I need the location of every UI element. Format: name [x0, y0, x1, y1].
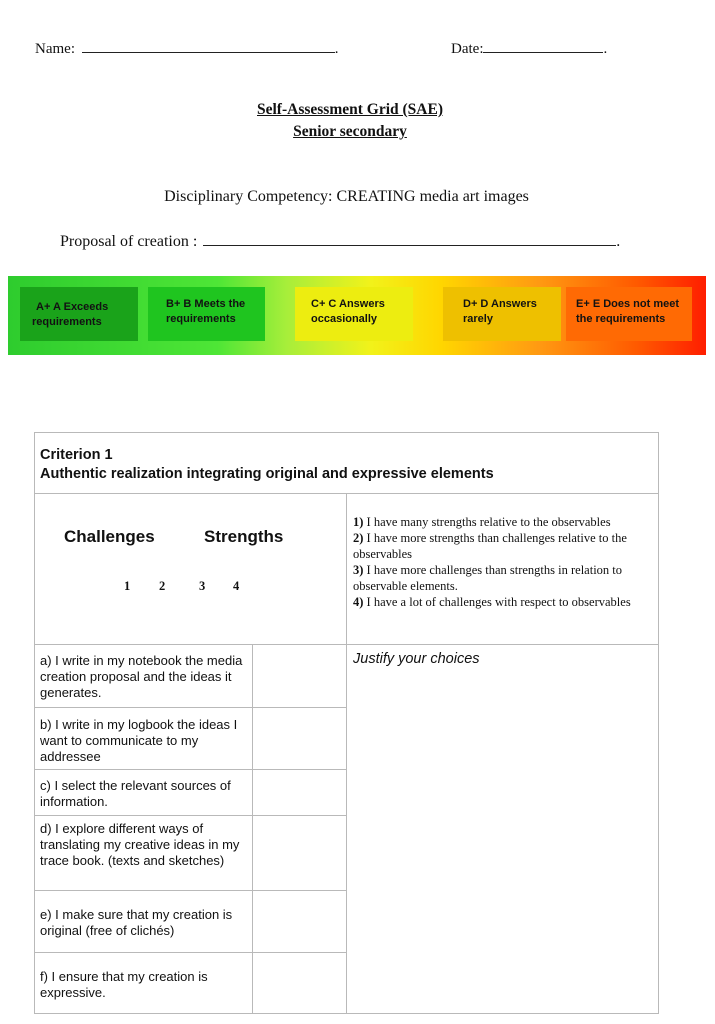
criterion-number: Criterion 1 — [40, 447, 113, 463]
level-b-box — [148, 287, 265, 341]
criterion-header-cell — [34, 432, 659, 494]
item-b-score[interactable] — [252, 707, 347, 770]
name-input-line[interactable] — [82, 38, 335, 53]
observable-4: 4) I have a lot of challenges with respect to observables — [353, 595, 631, 609]
level-b-line2: requirements — [166, 313, 236, 325]
date-field-row — [451, 38, 607, 58]
page-title: Self-Assessment Grid (SAE) — [257, 101, 443, 118]
item-c-score[interactable] — [252, 769, 347, 816]
level-e-box — [566, 287, 692, 341]
level-c-line2: occasionally — [311, 313, 378, 325]
criterion-table — [34, 432, 659, 1014]
item-a-text: a) I write in my notebook the media creation proposal and the ideas it generates. — [34, 644, 253, 708]
date-label: Date: — [451, 41, 484, 57]
level-b-line1: B+ B Meets the — [166, 298, 246, 310]
scale-number-4: 4 — [233, 579, 240, 593]
observable-2: 2) I have more strengths than challenges relative to the observables — [353, 531, 627, 561]
level-e-line2: the requirements — [576, 313, 666, 325]
date-end: . — [603, 41, 608, 57]
proposal-label: Proposal of creation : — [60, 233, 198, 250]
name-label: Name: — [35, 41, 75, 57]
proposal-end: . — [616, 233, 621, 250]
level-c-line1: C+ C Answers — [311, 298, 385, 310]
observable-3: 3) I have more challenges than strengths in relation to observable elements. — [353, 563, 623, 593]
name-end: . — [334, 41, 339, 57]
level-e-line1: E+ E Does not meet — [576, 298, 680, 310]
justify-cell[interactable] — [346, 644, 659, 1014]
item-b-text: b) I write in my logbook the ideas I want to communicate to my addressee — [34, 707, 253, 770]
observables-legend-cell — [346, 493, 659, 645]
proposal-input-line[interactable] — [203, 231, 616, 246]
criterion-title: Authentic realization integrating original and expressive elements — [40, 466, 494, 482]
justify-label: Justify your choices — [353, 651, 480, 667]
scale-cell — [34, 493, 347, 645]
challenges-label: Challenges — [64, 527, 155, 546]
rating-scale-bar — [8, 276, 706, 355]
level-d-line2: rarely — [463, 313, 493, 325]
competency-heading: Disciplinary Competency: CREATING media art images — [164, 188, 529, 205]
date-input-line[interactable] — [483, 38, 603, 53]
scale-number-2: 2 — [159, 579, 166, 593]
level-c-box — [295, 287, 413, 341]
scale-number-1: 1 — [124, 579, 131, 593]
level-a-line2: requirements — [32, 316, 102, 328]
level-d-box — [443, 287, 561, 341]
page-subtitle: Senior secondary — [293, 123, 407, 140]
proposal-row — [60, 231, 620, 251]
item-e-text: e) I make sure that my creation is original (free of clichés) — [34, 890, 253, 953]
item-c-text: c) I select the relevant sources of information. — [34, 769, 253, 816]
strengths-label: Strengths — [204, 527, 284, 546]
item-f-score[interactable] — [252, 952, 347, 1014]
item-d-text: d) I explore different ways of translating my creative ideas in my trace book. (texts and sketches) — [34, 815, 253, 891]
item-a-score[interactable] — [252, 644, 347, 708]
level-d-line1: D+ D Answers — [463, 298, 537, 310]
observable-1: 1) I have many strengths relative to the observables — [353, 515, 611, 529]
name-field-row — [35, 38, 338, 58]
level-a-line1: A+ A Exceeds — [36, 301, 109, 313]
item-e-score[interactable] — [252, 890, 347, 953]
scale-number-3: 3 — [199, 579, 206, 593]
level-a-box — [20, 287, 138, 341]
item-f-text: f) I ensure that my creation is expressive. — [34, 952, 253, 1014]
item-d-score[interactable] — [252, 815, 347, 891]
